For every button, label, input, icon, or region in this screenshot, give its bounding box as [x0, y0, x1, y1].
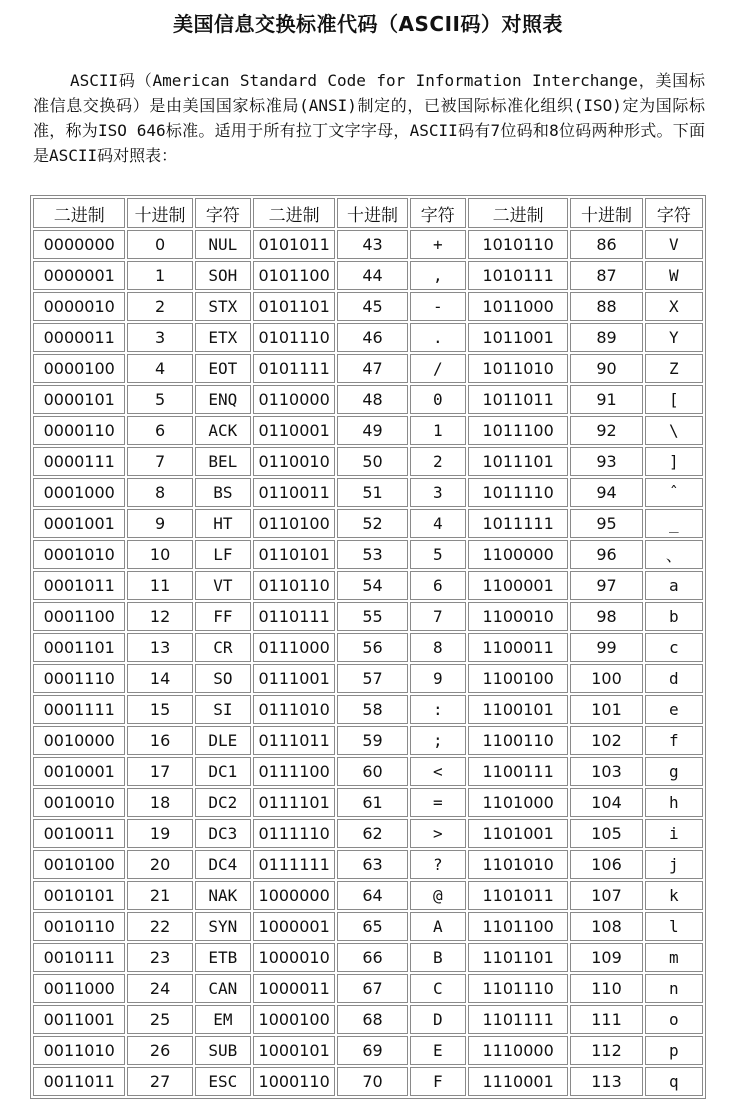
- cell-decimal-3: 86: [570, 230, 642, 259]
- table-row: [33, 447, 703, 476]
- table-row: [33, 323, 703, 352]
- cell-decimal-1: 9: [127, 509, 192, 538]
- cell-decimal-1: 27: [127, 1067, 192, 1096]
- cell-decimal-2: 49: [337, 416, 407, 445]
- cell-decimal-3: 100: [570, 664, 642, 693]
- cell-decimal-3: 101: [570, 695, 642, 724]
- cell-binary-2: 0111110: [253, 819, 335, 848]
- cell-char-2: .: [410, 323, 466, 352]
- cell-decimal-1: 14: [127, 664, 192, 693]
- cell-binary-1: 0000100: [33, 354, 125, 383]
- cell-decimal-2: 66: [337, 943, 407, 972]
- cell-char-3: \: [645, 416, 703, 445]
- cell-decimal-3: 92: [570, 416, 642, 445]
- header-char-2: 字符: [410, 198, 466, 228]
- cell-char-1: SUB: [195, 1036, 251, 1065]
- cell-decimal-3: 104: [570, 788, 642, 817]
- cell-decimal-1: 13: [127, 633, 192, 662]
- cell-char-3: _: [645, 509, 703, 538]
- cell-decimal-2: 60: [337, 757, 407, 786]
- cell-binary-1: 0000111: [33, 447, 125, 476]
- table-row: [33, 695, 703, 724]
- cell-decimal-3: 87: [570, 261, 642, 290]
- cell-binary-3: 1011100: [468, 416, 568, 445]
- cell-decimal-1: 12: [127, 602, 192, 631]
- table-row: [33, 1036, 703, 1065]
- cell-binary-1: 0011010: [33, 1036, 125, 1065]
- cell-binary-2: 0111010: [253, 695, 335, 724]
- cell-decimal-1: 16: [127, 726, 192, 755]
- cell-decimal-1: 6: [127, 416, 192, 445]
- cell-binary-3: 1101010: [468, 850, 568, 879]
- cell-binary-2: 0110110: [253, 571, 335, 600]
- cell-char-1: DC1: [195, 757, 251, 786]
- cell-char-2: C: [410, 974, 466, 1003]
- cell-decimal-3: 90: [570, 354, 642, 383]
- cell-char-2: A: [410, 912, 466, 941]
- table-row: [33, 1005, 703, 1034]
- cell-char-3: f: [645, 726, 703, 755]
- cell-char-2: ,: [410, 261, 466, 290]
- cell-decimal-2: 68: [337, 1005, 407, 1034]
- cell-binary-1: 0000101: [33, 385, 125, 414]
- cell-decimal-3: 102: [570, 726, 642, 755]
- cell-char-1: LF: [195, 540, 251, 569]
- cell-char-3: a: [645, 571, 703, 600]
- cell-binary-3: 1101111: [468, 1005, 568, 1034]
- header-binary-2: 二进制: [253, 198, 335, 228]
- cell-binary-1: 0010000: [33, 726, 125, 755]
- cell-binary-3: 1011011: [468, 385, 568, 414]
- cell-char-3: Y: [645, 323, 703, 352]
- cell-char-1: NUL: [195, 230, 251, 259]
- cell-binary-3: 1100100: [468, 664, 568, 693]
- cell-binary-3: 1110001: [468, 1067, 568, 1096]
- cell-binary-3: 1100001: [468, 571, 568, 600]
- cell-char-1: CAN: [195, 974, 251, 1003]
- cell-char-3: q: [645, 1067, 703, 1096]
- cell-binary-3: 1010111: [468, 261, 568, 290]
- cell-char-3: 、: [645, 540, 703, 569]
- cell-char-3: k: [645, 881, 703, 910]
- cell-binary-2: 0110001: [253, 416, 335, 445]
- cell-decimal-3: 99: [570, 633, 642, 662]
- cell-binary-2: 1000101: [253, 1036, 335, 1065]
- cell-binary-1: 0010001: [33, 757, 125, 786]
- table-row: [33, 881, 703, 910]
- cell-char-1: EOT: [195, 354, 251, 383]
- cell-decimal-2: 59: [337, 726, 407, 755]
- cell-binary-3: 1100011: [468, 633, 568, 662]
- cell-char-1: SOH: [195, 261, 251, 290]
- cell-decimal-2: 57: [337, 664, 407, 693]
- cell-decimal-2: 63: [337, 850, 407, 879]
- cell-binary-1: 0010100: [33, 850, 125, 879]
- cell-char-1: DC4: [195, 850, 251, 879]
- cell-decimal-3: 88: [570, 292, 642, 321]
- cell-char-1: CR: [195, 633, 251, 662]
- cell-char-2: :: [410, 695, 466, 724]
- cell-decimal-1: 4: [127, 354, 192, 383]
- table-row: [33, 757, 703, 786]
- cell-binary-1: 0001011: [33, 571, 125, 600]
- cell-char-2: 4: [410, 509, 466, 538]
- cell-char-1: EM: [195, 1005, 251, 1034]
- cell-char-2: =: [410, 788, 466, 817]
- cell-decimal-2: 50: [337, 447, 407, 476]
- cell-decimal-1: 21: [127, 881, 192, 910]
- cell-binary-3: 1011010: [468, 354, 568, 383]
- cell-decimal-3: 93: [570, 447, 642, 476]
- cell-binary-1: 0001110: [33, 664, 125, 693]
- table-row: [33, 664, 703, 693]
- cell-decimal-2: 64: [337, 881, 407, 910]
- cell-binary-1: 0001010: [33, 540, 125, 569]
- cell-char-1: ETX: [195, 323, 251, 352]
- cell-char-2: <: [410, 757, 466, 786]
- cell-char-2: 3: [410, 478, 466, 507]
- header-decimal-3: 十进制: [570, 198, 642, 228]
- cell-decimal-1: 22: [127, 912, 192, 941]
- cell-decimal-1: 11: [127, 571, 192, 600]
- cell-binary-3: 1101001: [468, 819, 568, 848]
- cell-decimal-1: 24: [127, 974, 192, 1003]
- cell-char-1: DC2: [195, 788, 251, 817]
- ascii-table-header: [33, 198, 703, 228]
- cell-binary-1: 0000001: [33, 261, 125, 290]
- cell-binary-2: 0110101: [253, 540, 335, 569]
- table-row: [33, 509, 703, 538]
- cell-binary-3: 1101110: [468, 974, 568, 1003]
- cell-char-2: B: [410, 943, 466, 972]
- cell-decimal-2: 47: [337, 354, 407, 383]
- cell-char-1: DLE: [195, 726, 251, 755]
- cell-decimal-3: 111: [570, 1005, 642, 1034]
- cell-decimal-1: 1: [127, 261, 192, 290]
- table-row: [33, 571, 703, 600]
- cell-decimal-1: 19: [127, 819, 192, 848]
- cell-char-1: ENQ: [195, 385, 251, 414]
- cell-binary-3: 1011101: [468, 447, 568, 476]
- cell-binary-2: 0110111: [253, 602, 335, 631]
- cell-binary-1: 0010110: [33, 912, 125, 941]
- cell-binary-2: 0110010: [253, 447, 335, 476]
- cell-decimal-1: 7: [127, 447, 192, 476]
- cell-decimal-1: 23: [127, 943, 192, 972]
- cell-binary-3: 1011000: [468, 292, 568, 321]
- cell-decimal-2: 53: [337, 540, 407, 569]
- cell-binary-3: 1100010: [468, 602, 568, 631]
- cell-decimal-1: 15: [127, 695, 192, 724]
- table-row: [33, 230, 703, 259]
- cell-char-2: D: [410, 1005, 466, 1034]
- cell-binary-2: 1000110: [253, 1067, 335, 1096]
- cell-decimal-1: 18: [127, 788, 192, 817]
- cell-decimal-2: 46: [337, 323, 407, 352]
- cell-char-1: VT: [195, 571, 251, 600]
- cell-binary-2: 0111000: [253, 633, 335, 662]
- cell-char-1: SO: [195, 664, 251, 693]
- cell-char-2: @: [410, 881, 466, 910]
- cell-decimal-3: 106: [570, 850, 642, 879]
- cell-binary-2: 0110011: [253, 478, 335, 507]
- cell-char-1: HT: [195, 509, 251, 538]
- cell-char-2: -: [410, 292, 466, 321]
- cell-char-2: 9: [410, 664, 466, 693]
- cell-char-2: 1: [410, 416, 466, 445]
- cell-binary-3: 1100111: [468, 757, 568, 786]
- cell-char-3: p: [645, 1036, 703, 1065]
- cell-binary-3: 1101101: [468, 943, 568, 972]
- header-binary-1: 二进制: [33, 198, 125, 228]
- cell-binary-3: 1010110: [468, 230, 568, 259]
- cell-binary-3: 1011110: [468, 478, 568, 507]
- cell-binary-3: 1110000: [468, 1036, 568, 1065]
- cell-char-3: ˆ: [645, 478, 703, 507]
- cell-decimal-2: 69: [337, 1036, 407, 1065]
- cell-binary-1: 0000110: [33, 416, 125, 445]
- cell-binary-1: 0011000: [33, 974, 125, 1003]
- table-row: [33, 261, 703, 290]
- cell-decimal-3: 103: [570, 757, 642, 786]
- cell-char-2: F: [410, 1067, 466, 1096]
- page-title: 美国信息交换标准代码（ASCII码）对照表: [173, 12, 563, 36]
- cell-binary-1: 0001111: [33, 695, 125, 724]
- cell-char-3: b: [645, 602, 703, 631]
- cell-char-1: SI: [195, 695, 251, 724]
- cell-decimal-1: 5: [127, 385, 192, 414]
- cell-decimal-2: 70: [337, 1067, 407, 1096]
- intro-paragraph: ASCII码（American Standard Code for Information Interchange，美国标准信息交换码）是由美国国家标准局(ANSI)制定的，已被国际标准化组织(ISO)定为国际标准，称为ISO 646标准。适用于所有拉丁文字字母，ASCII码有7位码和8位码两种形式。下面是ASCII码对照表：: [33, 71, 705, 165]
- cell-char-3: Z: [645, 354, 703, 383]
- cell-decimal-1: 26: [127, 1036, 192, 1065]
- cell-decimal-2: 67: [337, 974, 407, 1003]
- cell-binary-3: 1100101: [468, 695, 568, 724]
- table-row: [33, 850, 703, 879]
- cell-char-1: ETB: [195, 943, 251, 972]
- cell-char-3: c: [645, 633, 703, 662]
- ascii-table: [30, 195, 706, 1099]
- cell-decimal-1: 17: [127, 757, 192, 786]
- cell-char-2: /: [410, 354, 466, 383]
- cell-binary-1: 0001000: [33, 478, 125, 507]
- cell-decimal-3: 113: [570, 1067, 642, 1096]
- cell-decimal-3: 96: [570, 540, 642, 569]
- cell-decimal-1: 20: [127, 850, 192, 879]
- ascii-table-body: [33, 230, 703, 1096]
- cell-decimal-2: 43: [337, 230, 407, 259]
- table-row: [33, 354, 703, 383]
- table-row: [33, 1067, 703, 1096]
- table-row: [33, 726, 703, 755]
- cell-binary-2: 0101101: [253, 292, 335, 321]
- table-row: [33, 819, 703, 848]
- table-row: [33, 416, 703, 445]
- cell-binary-2: 1000001: [253, 912, 335, 941]
- cell-binary-1: 0000000: [33, 230, 125, 259]
- header-decimal-1: 十进制: [127, 198, 192, 228]
- cell-decimal-3: 94: [570, 478, 642, 507]
- cell-char-3: g: [645, 757, 703, 786]
- cell-binary-2: 0111100: [253, 757, 335, 786]
- table-row: [33, 943, 703, 972]
- cell-binary-2: 1000011: [253, 974, 335, 1003]
- cell-binary-3: 1101011: [468, 881, 568, 910]
- cell-binary-1: 0010011: [33, 819, 125, 848]
- cell-binary-1: 0000010: [33, 292, 125, 321]
- cell-decimal-3: 110: [570, 974, 642, 1003]
- cell-binary-2: 1000100: [253, 1005, 335, 1034]
- cell-binary-1: 0010010: [33, 788, 125, 817]
- cell-decimal-1: 8: [127, 478, 192, 507]
- cell-decimal-3: 107: [570, 881, 642, 910]
- cell-binary-2: 0101110: [253, 323, 335, 352]
- header-row: [33, 198, 703, 228]
- cell-char-1: ESC: [195, 1067, 251, 1096]
- cell-char-1: FF: [195, 602, 251, 631]
- cell-binary-2: 0101111: [253, 354, 335, 383]
- cell-char-3: h: [645, 788, 703, 817]
- cell-decimal-2: 44: [337, 261, 407, 290]
- cell-char-2: 5: [410, 540, 466, 569]
- cell-binary-2: 0101011: [253, 230, 335, 259]
- cell-binary-1: 0010101: [33, 881, 125, 910]
- cell-binary-2: 0111111: [253, 850, 335, 879]
- cell-char-1: DC3: [195, 819, 251, 848]
- cell-char-3: o: [645, 1005, 703, 1034]
- cell-char-3: m: [645, 943, 703, 972]
- cell-binary-3: 1100000: [468, 540, 568, 569]
- cell-decimal-3: 91: [570, 385, 642, 414]
- cell-char-2: 7: [410, 602, 466, 631]
- table-row: [33, 788, 703, 817]
- cell-binary-2: 1000000: [253, 881, 335, 910]
- header-char-1: 字符: [195, 198, 251, 228]
- cell-binary-3: 1101000: [468, 788, 568, 817]
- cell-char-3: l: [645, 912, 703, 941]
- cell-char-3: [: [645, 385, 703, 414]
- cell-char-2: 2: [410, 447, 466, 476]
- cell-decimal-3: 108: [570, 912, 642, 941]
- cell-binary-3: 1011001: [468, 323, 568, 352]
- cell-decimal-1: 2: [127, 292, 192, 321]
- cell-decimal-1: 10: [127, 540, 192, 569]
- cell-binary-2: 0111001: [253, 664, 335, 693]
- cell-binary-1: 0010111: [33, 943, 125, 972]
- cell-char-3: W: [645, 261, 703, 290]
- table-row: [33, 633, 703, 662]
- cell-decimal-3: 89: [570, 323, 642, 352]
- cell-char-1: NAK: [195, 881, 251, 910]
- cell-binary-1: 0001100: [33, 602, 125, 631]
- cell-char-3: n: [645, 974, 703, 1003]
- cell-binary-1: 0000011: [33, 323, 125, 352]
- cell-char-1: ACK: [195, 416, 251, 445]
- cell-binary-2: 1000010: [253, 943, 335, 972]
- cell-decimal-2: 58: [337, 695, 407, 724]
- cell-binary-2: 0110100: [253, 509, 335, 538]
- table-row: [33, 540, 703, 569]
- cell-decimal-2: 48: [337, 385, 407, 414]
- cell-decimal-1: 3: [127, 323, 192, 352]
- cell-decimal-2: 61: [337, 788, 407, 817]
- cell-char-3: ]: [645, 447, 703, 476]
- cell-binary-2: 0101100: [253, 261, 335, 290]
- cell-char-2: 0: [410, 385, 466, 414]
- cell-char-1: BS: [195, 478, 251, 507]
- cell-char-2: 8: [410, 633, 466, 662]
- header-binary-3: 二进制: [468, 198, 568, 228]
- cell-decimal-2: 54: [337, 571, 407, 600]
- cell-decimal-1: 25: [127, 1005, 192, 1034]
- cell-decimal-2: 55: [337, 602, 407, 631]
- cell-decimal-3: 98: [570, 602, 642, 631]
- cell-binary-1: 0001001: [33, 509, 125, 538]
- cell-char-3: e: [645, 695, 703, 724]
- cell-binary-2: 0110000: [253, 385, 335, 414]
- cell-char-1: STX: [195, 292, 251, 321]
- cell-decimal-3: 105: [570, 819, 642, 848]
- cell-decimal-3: 97: [570, 571, 642, 600]
- table-row: [33, 385, 703, 414]
- cell-char-3: X: [645, 292, 703, 321]
- cell-char-2: E: [410, 1036, 466, 1065]
- table-row: [33, 292, 703, 321]
- cell-binary-1: 0011011: [33, 1067, 125, 1096]
- cell-char-3: d: [645, 664, 703, 693]
- cell-binary-2: 0111011: [253, 726, 335, 755]
- cell-decimal-2: 65: [337, 912, 407, 941]
- cell-char-2: ;: [410, 726, 466, 755]
- cell-decimal-3: 112: [570, 1036, 642, 1065]
- cell-decimal-2: 45: [337, 292, 407, 321]
- cell-decimal-1: 0: [127, 230, 192, 259]
- table-row: [33, 478, 703, 507]
- cell-binary-3: 1101100: [468, 912, 568, 941]
- header-char-3: 字符: [645, 198, 703, 228]
- cell-char-2: 6: [410, 571, 466, 600]
- cell-binary-1: 0001101: [33, 633, 125, 662]
- cell-char-2: ?: [410, 850, 466, 879]
- cell-char-2: >: [410, 819, 466, 848]
- table-row: [33, 602, 703, 631]
- cell-decimal-3: 95: [570, 509, 642, 538]
- cell-decimal-2: 52: [337, 509, 407, 538]
- cell-char-3: V: [645, 230, 703, 259]
- cell-char-1: BEL: [195, 447, 251, 476]
- table-row: [33, 912, 703, 941]
- cell-decimal-2: 56: [337, 633, 407, 662]
- header-decimal-2: 十进制: [337, 198, 407, 228]
- cell-char-2: +: [410, 230, 466, 259]
- cell-decimal-2: 62: [337, 819, 407, 848]
- cell-binary-3: 1011111: [468, 509, 568, 538]
- cell-decimal-3: 109: [570, 943, 642, 972]
- table-row: [33, 974, 703, 1003]
- cell-decimal-2: 51: [337, 478, 407, 507]
- cell-binary-2: 0111101: [253, 788, 335, 817]
- cell-char-3: j: [645, 850, 703, 879]
- cell-binary-1: 0011001: [33, 1005, 125, 1034]
- cell-char-1: SYN: [195, 912, 251, 941]
- cell-binary-3: 1100110: [468, 726, 568, 755]
- cell-char-3: i: [645, 819, 703, 848]
